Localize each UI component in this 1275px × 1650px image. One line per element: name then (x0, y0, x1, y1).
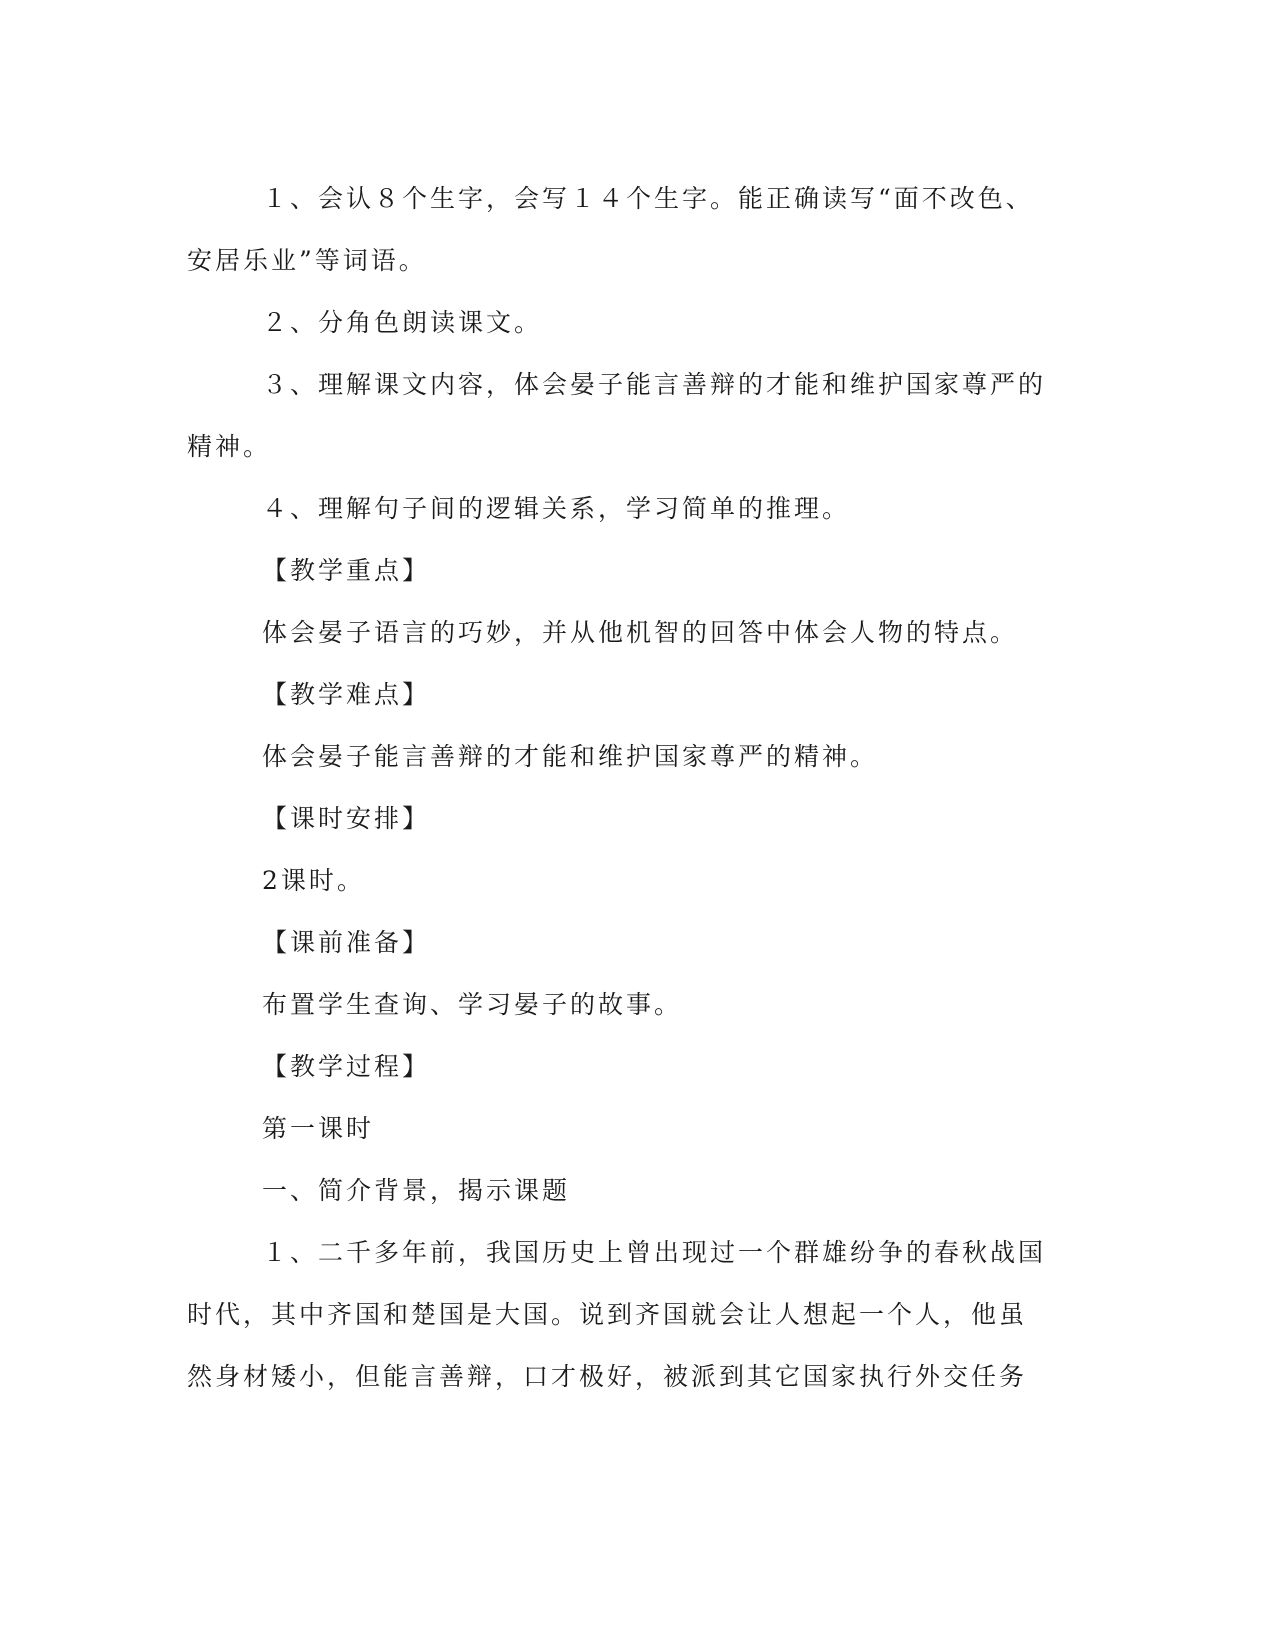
objective-1-line-2: 安居乐业”等词语。 (187, 246, 427, 275)
step-title: 一、简介背景，揭示课题 (262, 1176, 571, 1205)
schedule-text: 2课时。 (262, 866, 365, 895)
lesson-title: 第一课时 (262, 1114, 375, 1143)
preparation-heading: 【课前准备】 (262, 928, 431, 957)
preparation-text: 布置学生查询、学习晏子的故事。 (262, 990, 683, 1019)
schedule-heading: 【课时安排】 (262, 804, 431, 833)
background-line-3: 然身材矮小，但能言善辩，口才极好，被派到其它国家执行外交任务 (187, 1362, 1028, 1391)
process-heading: 【教学过程】 (262, 1052, 431, 1081)
background-line-1: １、二千多年前，我国历史上曾出现过一个群雄纷争的春秋战国 (262, 1238, 1047, 1267)
key-points-text: 体会晏子语言的巧妙，并从他机智的回答中体会人物的特点。 (262, 618, 1019, 647)
objective-3-line-1: ３、理解课文内容，体会晏子能言善辩的才能和维护国家尊严的 (262, 370, 1047, 399)
difficulties-text: 体会晏子能言善辩的才能和维护国家尊严的精神。 (262, 742, 879, 771)
objective-4: ４、理解句子间的逻辑关系，学习简单的推理。 (262, 494, 851, 523)
objective-3-line-2: 精神。 (187, 432, 272, 461)
key-points-heading: 【教学重点】 (262, 556, 431, 585)
objective-1-line-1: １、会认８个生字，会写１４个生字。能正确读写“面不改色、 (262, 184, 1034, 213)
objective-2: ２、分角色朗读课文。 (262, 308, 543, 337)
document-body (187, 168, 1077, 1408)
background-line-2: 时代，其中齐国和楚国是大国。说到齐国就会让人想起一个人，他虽 (187, 1300, 1028, 1329)
difficulties-heading: 【教学难点】 (262, 680, 431, 709)
